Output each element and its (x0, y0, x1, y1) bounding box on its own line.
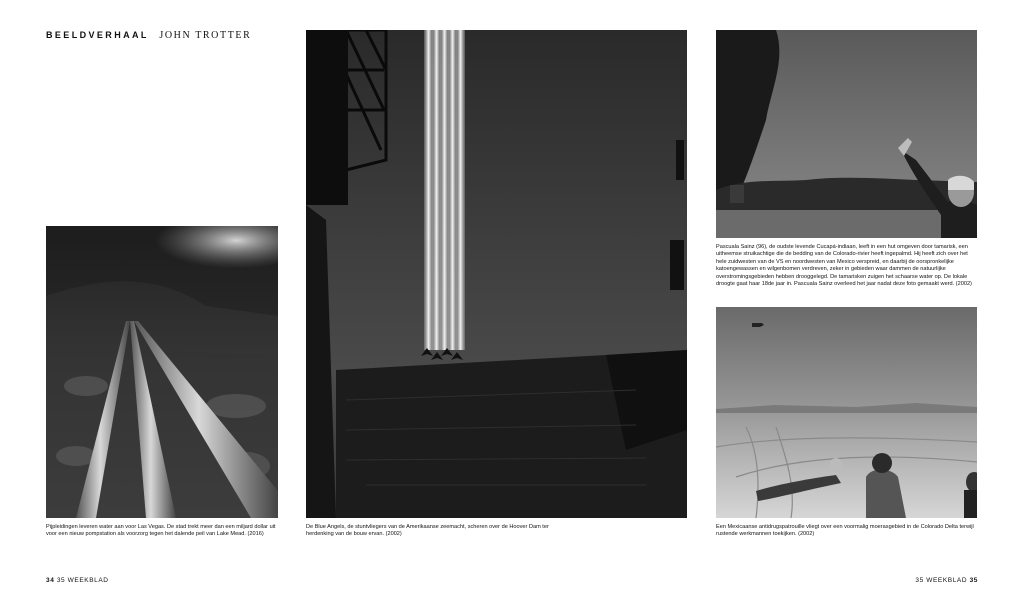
blue-angels-photo (306, 30, 687, 518)
page-header (46, 30, 251, 41)
issue-label-left: 35 WEEKBLAD (56, 577, 109, 584)
pascuala-photo (716, 30, 977, 238)
patrol-caption: Een Mexicaanse antidrugspatrouille vliegt over een voormalig moerasgebied in de Colorado Delta terwijl rustende werkmannen toekijken. (2002) (716, 524, 974, 538)
section-title: BEELDVERHAAL (46, 30, 149, 40)
issue-label-right: 35 WEEKBLAD (915, 577, 968, 584)
pipeline-photo (46, 226, 278, 518)
author-name: JOHN TROTTER (159, 30, 252, 41)
page-number-right: 35 (969, 577, 978, 584)
folio-right (915, 577, 978, 584)
folio-left (46, 577, 109, 584)
pascuala-caption: Pascuala Sainz (96), de oudste levende Cucapá-indiaan, leeft in een hut omgeven door tamarisk, een uitheemse struikachtige die de bedding van de Colorado-rivier heeft ingepalmd. Hij heeft zich over het hele zuidwesten van de VS en noordwesten van Mexico verspreid, en daarbij de oorspronkelijke katoengewassen en wilgenbomen verdreven, zeker in gebieden waar dammen de natuurlijke overstromingsgebieden hebben drooggelegd. De tamarisken zuigen het schaarse water op. De lokale droogte gaat haar 18de jaar in. Pascuala Sainz overleed het jaar nadat deze foto gemaakt werd. (2002) (716, 244, 972, 288)
blue-angels-caption: De Blue Angels, de stuntvliegers van de Amerikaanse zeemacht, scheren over de Hoover Dam ter herdenking van de bouw ervan. (2002) (306, 524, 549, 538)
pipeline-caption: Pijpleidingen leveren water aan voor Las Vegas. De stad trekt meer dan een miljard dollar uit voor een nieuw pompstation als voorzorg tegen het dalende peil van Lake Mead. (2016) (46, 524, 276, 538)
patrol-photo (716, 307, 977, 518)
page-number-left: 34 (46, 577, 55, 584)
